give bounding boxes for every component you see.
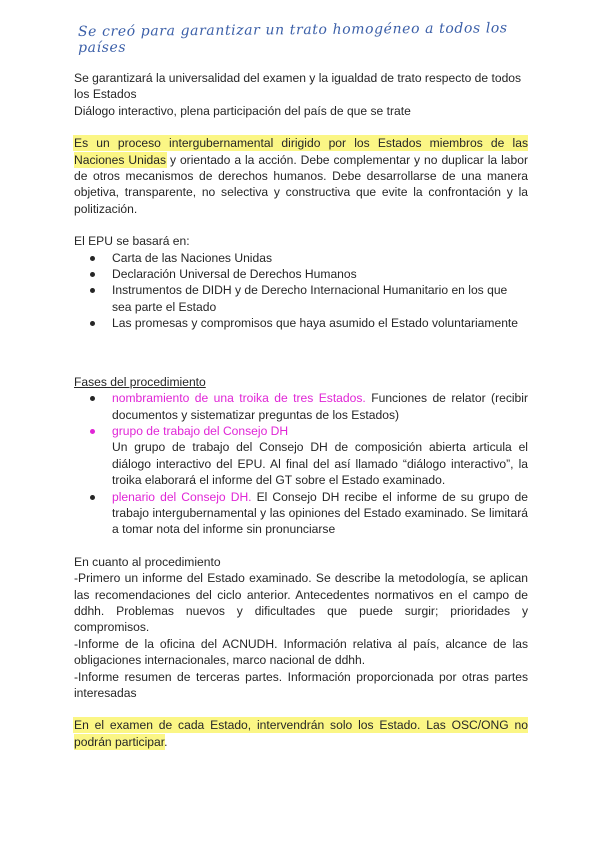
phase-item-troika [74,390,528,423]
procedure-heading: En cuanto al procedimiento [74,554,221,569]
procedure-ohchr-report: -Informe de la oficina del ACNUDH. Información relativa al país, alcance de las obligaciones internacionales, marco nacional de ddhh. [74,636,528,668]
epu-item: Las promesas y compromisos que haya asumido el Estado voluntariamente [74,315,528,331]
handwritten-note: Se creó para garantizar un trato homogéneo a todos los países [77,20,508,57]
epu-item: Instrumentos de DIDH y de Derecho Internacional Humanitario en los que sea parte el Estado [74,282,528,315]
procedure-third-party-report: -Informe resumen de terceras partes. Información proporcionada por otras partes interesadas [74,669,528,700]
phases-list [74,390,528,538]
process-paragraph [74,135,528,217]
phase-item-plenary [74,489,528,538]
epu-item: Carta de las Naciones Unidas [74,250,528,266]
phase-title: plenario del Consejo DH. [112,489,252,504]
phase-text: Funciones de relator (recibir documentos y sistematizar preguntas de los Estados) [112,391,528,422]
intro-universality: Se garantizará la universalidad del examen y la igualdad de trato respecto de todos los Estados [74,71,522,102]
epu-heading: El EPU se basará en: [74,234,190,249]
phase-text: El Consejo DH recibe el informe de su grupo de trabajo intergubernamental y las opiniones del Estado examinado. Se limitará a tomar nota del informe sin pronunciarse [112,489,528,537]
phase-item-working-group [74,423,528,489]
phase-title: nombramiento de una troika de tres Estados. [112,391,366,406]
process-highlight: Es un proceso intergubernamental dirigido por los Estados miembros de las Naciones Unidas [74,136,528,167]
document-body [74,70,528,750]
closing-highlight: En el examen de cada Estado, intervendrán solo los Estado. Las OSC/ONG no podrán participar [74,718,528,749]
phases-heading: Fases del procedimiento [74,374,206,389]
phase-title: grupo de trabajo del Consejo DH [112,423,289,438]
closing-end: . [164,734,168,749]
intro-dialogue: Diálogo interactivo, plena participación del país de que se trate [74,103,411,118]
process-rest: y orientado a la acción. Debe complementar y no duplicar la labor de otros mecanismos de derechos humanos. Debe desarrollarse de una manera objetiva, transparente, no selectiva y constructiva que evite la confrontación y la politización. [74,152,528,216]
epu-list [74,250,528,332]
phase-text: Un grupo de trabajo del Consejo DH de composición abierta articula el diálogo interactivo del EPU. Al final del así llamado “diálogo interactivo”, la troika elaborará el informe del GT sobre el Estado examinado. [112,440,528,488]
procedure-state-report: -Primero un informe del Estado examinado. Se describe la metodología, se aplican las recomendaciones del ciclo anterior. Antecedentes normativos en el campo de ddhh. Problemas nuevos y dificultades que puede surgir; prioridades y compromisos. [74,571,528,635]
epu-item: Declaración Universal de Derechos Humanos [74,266,528,282]
closing-paragraph [74,717,528,750]
